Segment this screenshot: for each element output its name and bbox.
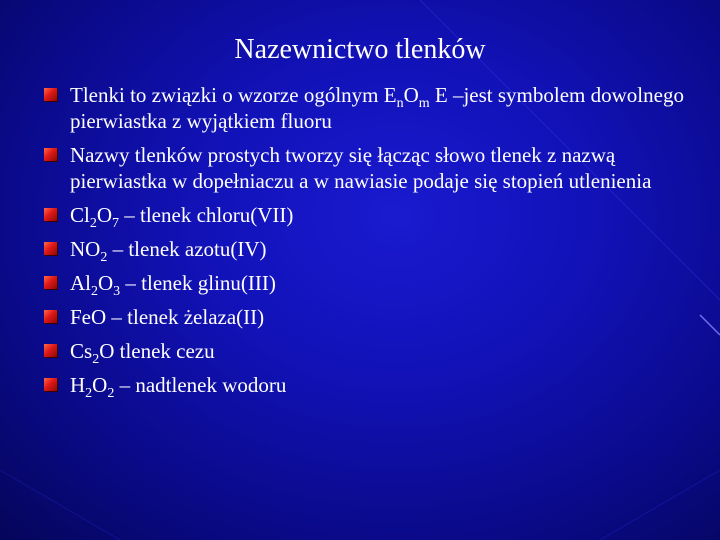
list-item — [44, 202, 684, 231]
subscript: 2 — [92, 352, 100, 367]
item-text: O — [92, 373, 108, 397]
bullet-square-icon — [44, 88, 57, 101]
item-text: – nadtlenek wodoru — [114, 373, 287, 397]
item-text: NO — [70, 237, 101, 261]
subscript: 2 — [100, 250, 108, 265]
item-text: – tlenek chloru(VII) — [119, 203, 294, 227]
subscript: 2 — [85, 386, 93, 401]
item-text: Al — [70, 271, 91, 295]
list-item — [44, 142, 684, 194]
item-text: E –jest symbolem dowolnego pierwiastka z wyjątkiem fluoru — [70, 83, 684, 133]
item-text: Cs — [70, 339, 93, 363]
subscript: 2 — [107, 386, 115, 401]
bullet-square-icon — [44, 344, 57, 357]
subscript: n — [396, 96, 404, 111]
item-text: – tlenek azotu(IV) — [107, 237, 267, 261]
list-item — [44, 236, 684, 265]
bullet-list — [44, 82, 684, 406]
bullet-square-icon — [44, 276, 57, 289]
list-item — [44, 372, 684, 401]
item-text: FeO – tlenek żelaza(II) — [70, 305, 265, 329]
bullet-square-icon — [44, 310, 57, 323]
item-text: Cl — [70, 203, 90, 227]
subscript: 3 — [113, 284, 121, 299]
subscript: 2 — [89, 216, 97, 231]
item-text: H — [70, 373, 86, 397]
subscript: 2 — [91, 284, 98, 299]
subscript: 7 — [112, 216, 120, 231]
item-text: O — [98, 271, 114, 295]
list-item — [44, 304, 684, 330]
item-text: Tlenki to związki o wzorze ogólnym E — [70, 83, 397, 107]
list-item — [44, 338, 684, 367]
bullet-square-icon — [44, 208, 57, 221]
item-text: – tlenek glinu(III) — [120, 271, 276, 295]
bullet-square-icon — [44, 148, 57, 161]
slide-title: Nazewnictwo tlenków — [234, 34, 486, 65]
item-text: O — [403, 83, 419, 107]
subscript: m — [418, 96, 430, 111]
bullet-square-icon — [44, 378, 57, 391]
item-text: Nazwy tlenków prostych tworzy się łącząc słowo tlenek z nazwą pierwiastka w dopełniaczu a w nawiasie podaje się stopień utlenienia — [70, 143, 652, 193]
item-text: O tlenek cezu — [99, 339, 215, 363]
item-text: O — [96, 203, 113, 227]
list-item — [44, 270, 684, 299]
bullet-square-icon — [44, 242, 57, 255]
list-item — [44, 82, 684, 134]
